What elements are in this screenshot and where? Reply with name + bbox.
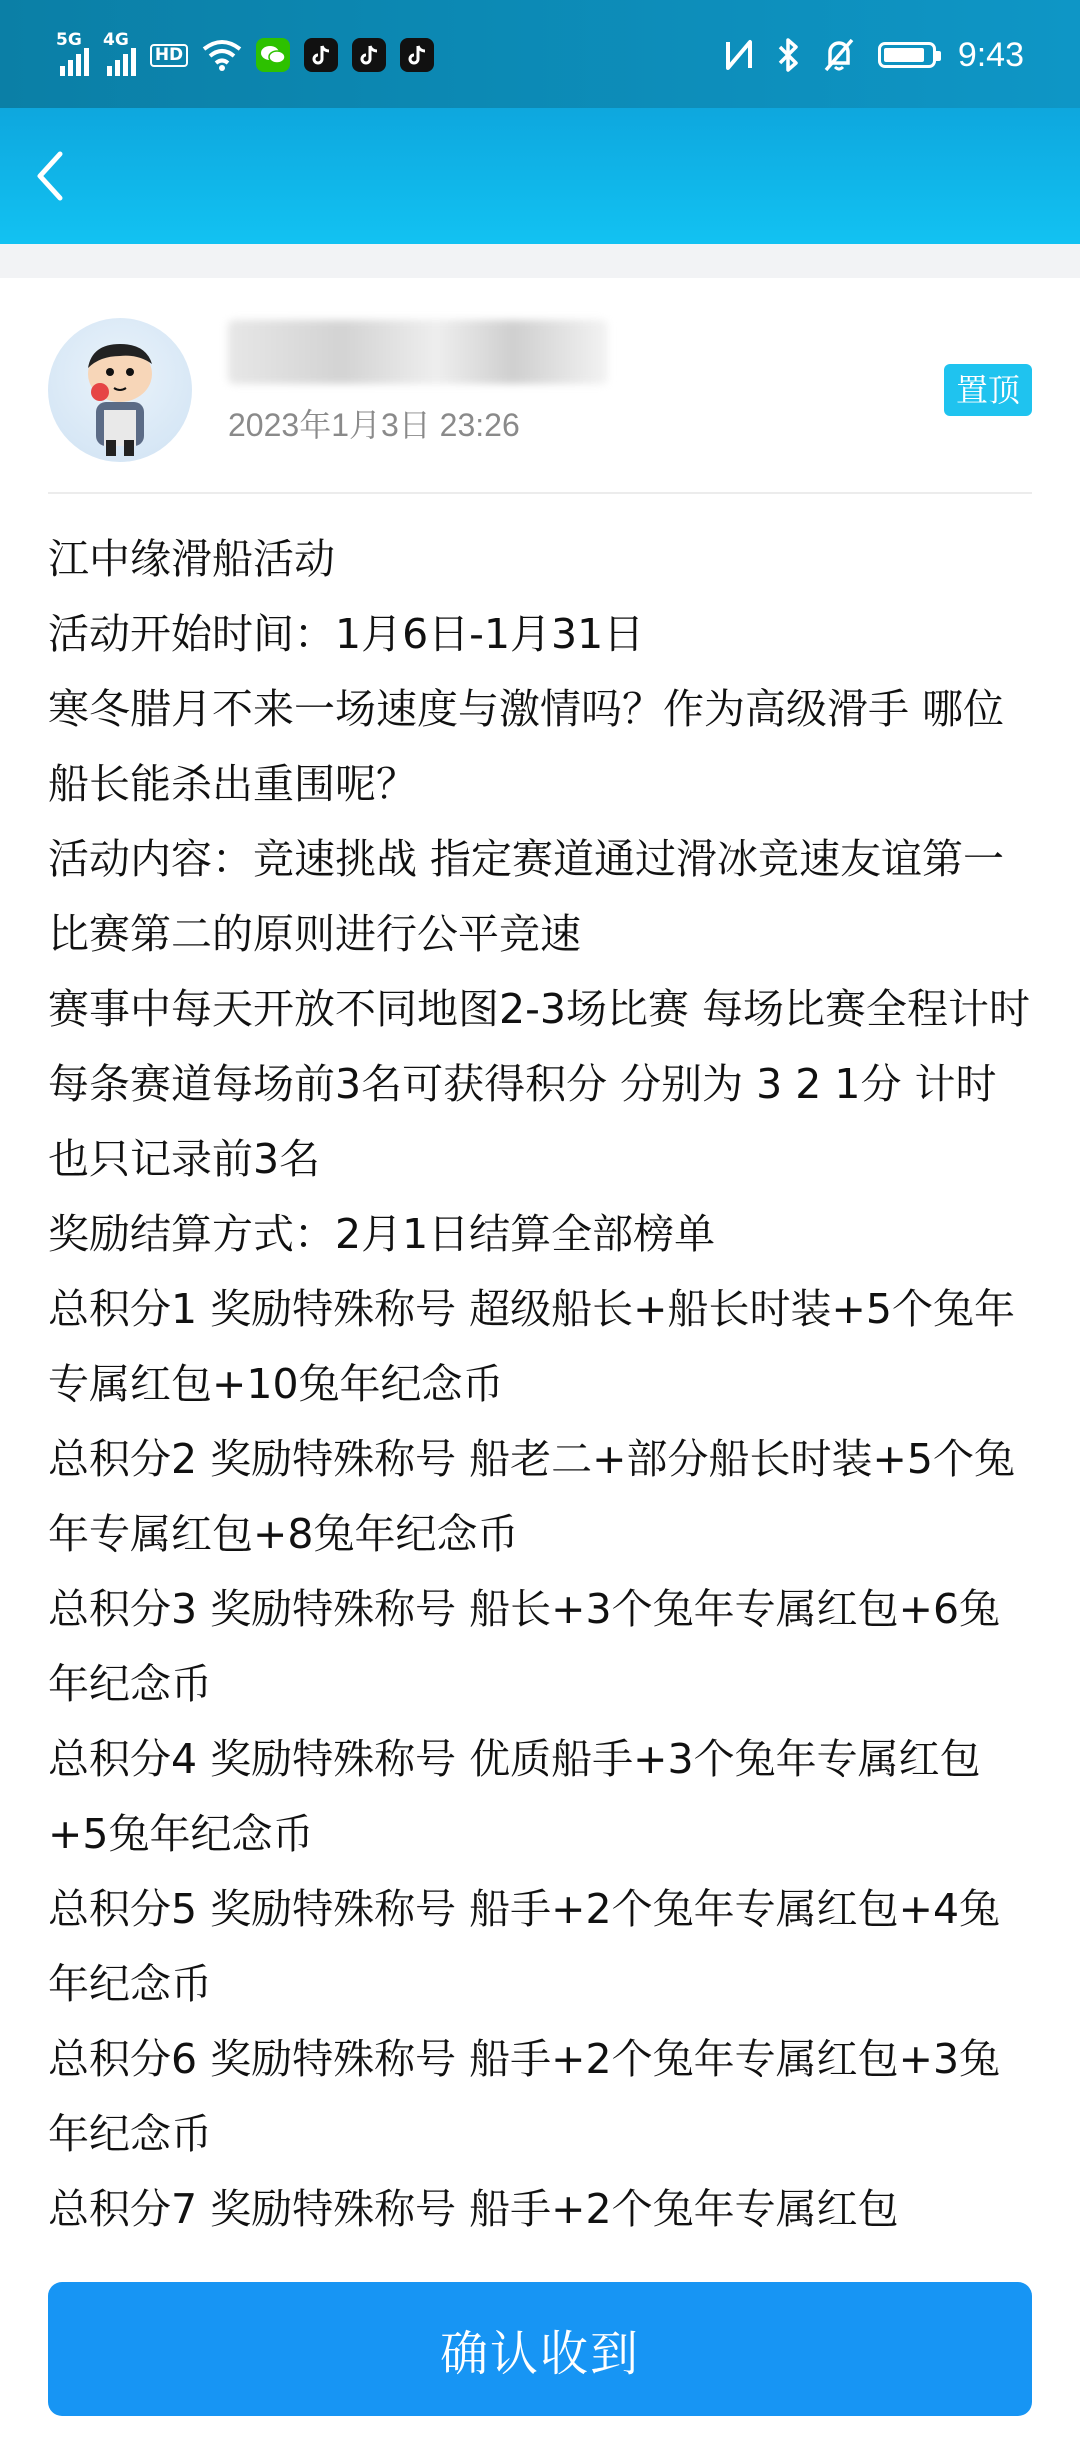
status-left <box>56 30 434 80</box>
section-gap <box>0 244 1080 278</box>
bluetooth-icon <box>776 37 800 73</box>
author-name[interactable] <box>228 320 608 384</box>
content-line: 总积分6 奖励特殊称号 船手+2个兔年专属红包+3兔年纪念币 <box>48 2035 1001 2158</box>
confirm-received-button[interactable]: 确认收到 <box>48 2282 1032 2416</box>
tiktok-icon <box>400 38 434 72</box>
tiktok-icon <box>352 38 386 72</box>
avatar[interactable] <box>48 318 192 462</box>
bottom-action-area <box>0 2236 1080 2460</box>
signal-4g-icon <box>103 30 136 76</box>
tiktok-icon <box>304 38 338 72</box>
divider <box>48 492 1032 494</box>
content-line: 奖励结算方式：2月1日结算全部榜单 <box>48 1210 716 1258</box>
status-right <box>724 30 1024 80</box>
post-timestamp: 2023年1月3日 23:26 <box>228 407 520 443</box>
avatar-image <box>48 318 192 462</box>
content-line: 赛事中每天开放不同地图2-3场比赛 每场比赛全程计时 每条赛道每场前3名可获得积分 分别为 3 2 1分 计时也只记录前3名 <box>48 985 1030 1183</box>
content-line: 活动内容：竞速挑战 指定赛道通过滑冰竞速友谊第一 比赛第二的原则进行公平竞速 <box>48 835 1005 958</box>
signal-4g-label: 4G <box>103 30 129 50</box>
content-line: 总积分7 奖励特殊称号 船手+2个兔年专属红包 <box>48 2185 899 2233</box>
battery-icon <box>878 42 936 68</box>
nfc-icon <box>724 38 754 72</box>
content-line: 活动开始时间：1月6日-1月31日 <box>48 610 645 658</box>
post-card <box>0 278 1080 2460</box>
post-content <box>48 522 1032 2247</box>
pinned-badge: 置顶 <box>944 364 1032 416</box>
nav-bar <box>0 108 1080 244</box>
back-button[interactable] <box>14 140 86 212</box>
wechat-icon <box>256 38 290 72</box>
hd-icon: HD <box>150 44 188 67</box>
status-time: 9:43 <box>957 35 1024 74</box>
mute-bell-icon <box>822 37 856 73</box>
content-line: 寒冬腊月不来一场速度与激情吗？作为高级滑手 哪位船长能杀出重围呢？ <box>48 685 1005 808</box>
content-line: 总积分5 奖励特殊称号 船手+2个兔年专属红包+4兔年纪念币 <box>48 1885 1001 2008</box>
signal-5g-icon <box>56 30 89 76</box>
content-line: 总积分1 奖励特殊称号 超级船长+船长时装+5个兔年专属红包+10兔年纪念币 <box>48 1285 1015 1408</box>
content-line: 总积分4 奖励特殊称号 优质船手+3个兔年专属红包+5兔年纪念币 <box>48 1735 981 1858</box>
content-line: 总积分2 奖励特殊称号 船老二+部分船长时装+5个兔年专属红包+8兔年纪念币 <box>48 1435 1015 1558</box>
content-line: 总积分3 奖励特殊称号 船长+3个兔年专属红包+6兔年纪念币 <box>48 1585 1001 1708</box>
content-line: 江中缘滑船活动 <box>48 535 335 583</box>
chevron-left-icon <box>32 148 68 204</box>
status-bar <box>0 0 1080 108</box>
signal-5g-label: 5G <box>56 30 82 50</box>
wifi-icon <box>202 39 242 71</box>
